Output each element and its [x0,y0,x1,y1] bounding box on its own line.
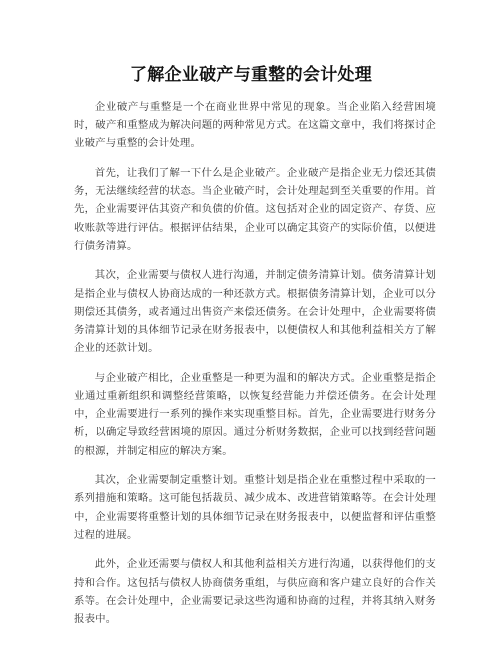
paragraph-5: 其次，企业需要制定重整计划。重整计划是指企业在重整过程中采取的一系列措施和策略。这可能包括裁员、减少成本、改进营销策略等。在会计处理中，企业需要将重整计划的具体细节记录在财务报表中，以便监督和评估重整过程的进展。 [74,474,436,541]
document-title: 了解企业破产与重整的会计处理 [129,65,373,85]
paragraph-4: 与企业破产相比，企业重整是一种更为温和的解决方式。企业重整是指企业通过重新组织和调整经营策略，以恢复经营能力并偿还债务。在会计处理中，企业需要进行一系列的操作来实现重整目标。首先，企业需要进行财务分析，以确定导致经营困境的原因。通过分析财务数据，企业可以找到经营问题的根源，并制定相应的解决方案。 [74,371,436,457]
paragraph-6: 此外，企业还需要与债权人和其他利益相关方进行沟通，以获得他们的支持和合作。这包括与债权人协商债务重组，与供应商和客户建立良好的合作关系等。在会计处理中，企业需要记录这些沟通和协商的过程，并将其纳入财务报表中。 [74,558,436,626]
paragraph-2: 首先，让我们了解一下什么是企业破产。企业破产是指企业无力偿还其债务，无法继续经营的状态。当企业破产时，会计处理起到至关重要的作用。首先，企业需要评估其资产和负债的价值。这包括对企业的固定资产、存货、应收账款等进行评估。根据评估结果，企业可以确定其资产的实际价值，以便进行债务清算。 [74,167,436,252]
paragraph-1: 企业破产与重整是一个在商业世界中常见的现象。当企业陷入经营困境时，破产和重整成为解决问题的两种常见方式。在这篇文章中，我们将探讨企业破产与重整的会计处理。 [74,101,436,150]
document-body [74,98,436,640]
paragraph-3: 其次，企业需要与债权人进行沟通，并制定债务清算计划。债务清算计划是指企业与债权人协商达成的一种还款方式。根据债务清算计划，企业可以分期偿还其债务，或者通过出售资产来偿还债务。在会计处理中，企业需要将债务清算计划的具体细节记录在财务报表中，以便债权人和其他利益相关方了解企业的还款计划。 [74,269,436,355]
